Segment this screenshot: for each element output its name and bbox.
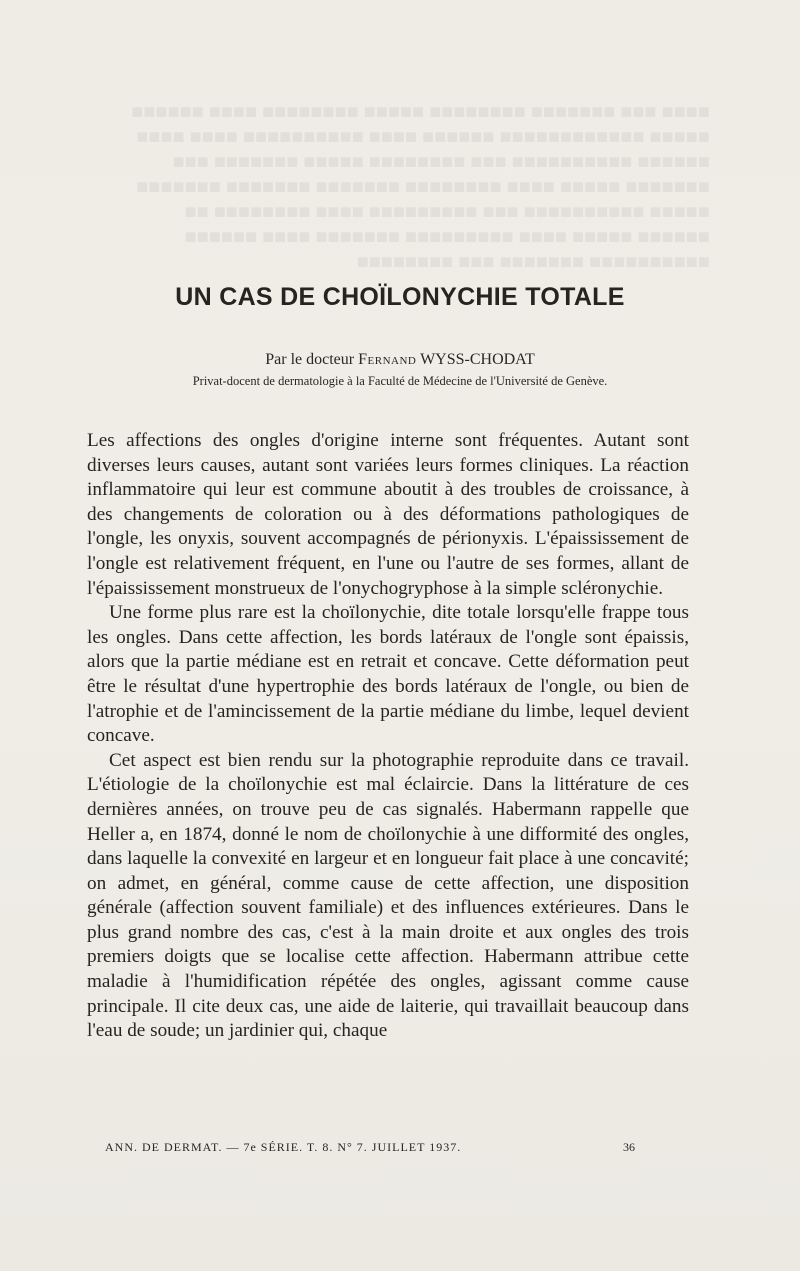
author-first-name: Fernand (358, 351, 417, 368)
author-byline (0, 351, 800, 369)
author-last-name: WYSS-CHODAT (420, 351, 535, 368)
journal-footer (105, 1140, 635, 1155)
page-number: 36 (623, 1140, 635, 1154)
byline-prefix: Par le docteur (265, 351, 355, 368)
article-body (87, 429, 689, 1044)
paragraph-2: Une forme plus rare est la choïlonychie, dite totale lorsqu'elle frappe tous les ongles. Dans cette affection, les bords latéraux de l'ongle sont épaissis, alors que la partie médiane est en retrait et concave. Cette déformation peut être le résultat d'une hypertrophie des bords latéraux de l'ongle, ou bien de l'atrophie et de l'amincissement de la partie médiane du limbe, lequel devient concave. (87, 602, 689, 747)
paragraph-1: Les affections des ongles d'origine interne sont fréquentes. Autant sont diverses leurs causes, autant sont variées leurs formes cliniques. La réaction inflammatoire qui leur est commune aboutit à des troubles de croissance, à des changements de coloration ou à des déformations pathologiques de l'ongle, les onyxis, souvent accompagnés de périonyxis. L'épaississement de l'ongle est relativement fréquent, en l'une ou l'autre de ses formes, allant de l'épaississement monstrueux de l'onychogryphose à la simple scléronychie. (87, 430, 689, 599)
journal-citation: ANN. DE DERMAT. — 7e SÉRIE. T. 8. N° 7. JUILLET 1937. (105, 1140, 462, 1154)
paragraph-3: Cet aspect est bien rendu sur la photographie reproduite dans ce travail. L'étiologie de la choïlonychie est mal éclaircie. Dans la littérature de ces dernières années, on trouve peu de cas signalés. Habermann rappelle que Heller a, en 1874, donné le nom de choïlonychie à une difformité des ongles, dans laquelle la convexité en largeur et en longueur fait place à une concavité; on admet, en général, comme cause de cette affection, une disposition générale (affection souvent familiale) et des influences extérieures. Dans le plus grand nombre des cas, c'est à la main droite et aux ongles des trois premiers doigts que se localise cette affection. Habermann attribue cette maladie à l'humidification répétée des ongles, agissant comme cause principale. Il cite deux cas, une aide de laiterie, qui travaillait beaucoup dans l'eau de soude; un jardinier qui, chaque (87, 749, 689, 1042)
show-through-text: ■■■■ ■■■ ■■■■■■■ ■■■■■■■■ ■■■■■ ■■■■■■■■ ■■■■ ■■■■■■ ■■■■■ ■■■■■■■■■■■■ ■■■■■■ ■■■■ ■■■■■■■■■■ ■■■■ ■■■■ ■■■■■■ ■■■■■■■■■■ ■■■ ■■■■■■■■ ■■■■■ ■■■■■■■ ■■■ ■■■■■■■ ■■■■■ ■■■■ ■■■■■■■■ ■■■■■■■ ■■■■■■■ ■■■■■■■ ■■■■■ ■■■■■■■■■■ ■■■ ■■■■■■■■■ ■■■■ ■■■■■■■■ ■■ ■■■■■■ ■■■■■ ■■■■ ■■■■■■■■■ ■■■■■■■ ■■■■ ■■■■■■ ■■■■■■■■■■ ■■■■■■■ ■■■ ■■■■■■■■ (131, 101, 710, 273)
author-affiliation: Privat-docent de dermatologie à la Faculté de Médecine de l'Université de Genève. (192, 374, 608, 388)
article-title: UN CAS DE CHOÏLONYCHIE TOTALE (175, 283, 625, 311)
